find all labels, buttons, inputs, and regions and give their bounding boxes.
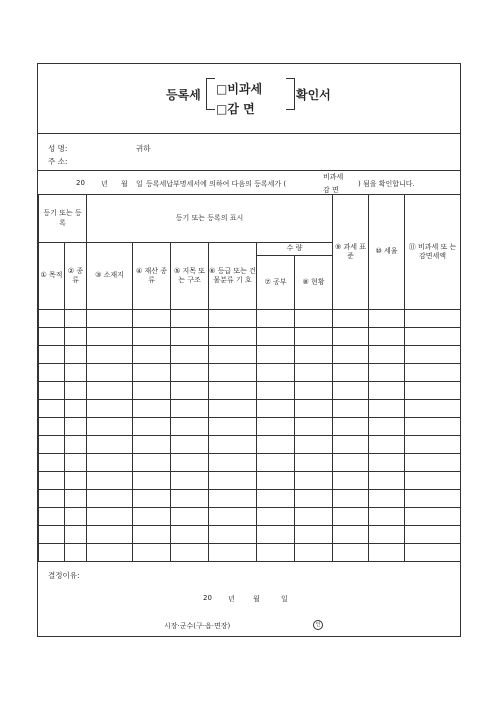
table-cell[interactable]: [257, 328, 295, 346]
table-cell[interactable]: [133, 400, 171, 418]
table-cell[interactable]: [333, 544, 369, 562]
table-cell[interactable]: [87, 418, 133, 436]
table-cell[interactable]: [87, 508, 133, 526]
table-cell[interactable]: [171, 400, 209, 418]
table-cell[interactable]: [369, 346, 405, 364]
table-cell[interactable]: [87, 382, 133, 400]
table-cell[interactable]: [333, 418, 369, 436]
table-cell[interactable]: [87, 526, 133, 544]
table-cell[interactable]: [295, 346, 333, 364]
table-cell[interactable]: [369, 472, 405, 490]
table-cell[interactable]: [369, 364, 405, 382]
table-cell[interactable]: [405, 328, 461, 346]
table-cell[interactable]: [405, 472, 461, 490]
table-row: [39, 346, 461, 364]
header-purpose: ① 목적: [39, 243, 65, 310]
table-cell[interactable]: [39, 346, 65, 364]
table-cell[interactable]: [295, 526, 333, 544]
left-bracket: [206, 78, 215, 110]
table-cell[interactable]: [65, 436, 87, 454]
table-cell[interactable]: [39, 400, 65, 418]
table-cell[interactable]: [133, 526, 171, 544]
table-cell[interactable]: [39, 364, 65, 382]
table-cell[interactable]: [209, 508, 257, 526]
table-cell[interactable]: [65, 526, 87, 544]
table-row: [39, 328, 461, 346]
honorific-label: 귀하: [136, 144, 151, 153]
table-cell[interactable]: [257, 472, 295, 490]
table-row: [39, 382, 461, 400]
table-cell[interactable]: [405, 490, 461, 508]
table-cell[interactable]: [257, 508, 295, 526]
table-cell[interactable]: [171, 472, 209, 490]
table-cell[interactable]: [333, 364, 369, 382]
table-cell[interactable]: [39, 418, 65, 436]
title-option-reduce: □감 면: [216, 102, 255, 116]
signer-label: 시장·군수(구·읍·면장): [164, 622, 231, 630]
table-cell[interactable]: [209, 472, 257, 490]
divider-top: [38, 133, 460, 134]
seal-icon: 인: [313, 620, 323, 630]
table-cell[interactable]: [65, 508, 87, 526]
header-exempt-amount: ⑪ 비과세 또 는 감면세액: [405, 195, 461, 310]
statement-year-label: 년: [101, 180, 108, 188]
table-cell[interactable]: [171, 526, 209, 544]
header-location: ③ 소재지: [87, 243, 133, 310]
table-cell[interactable]: [65, 328, 87, 346]
table-cell[interactable]: [133, 508, 171, 526]
table-cell[interactable]: [405, 400, 461, 418]
statement-option-bottom: 감 면: [323, 186, 339, 194]
table-cell[interactable]: [295, 472, 333, 490]
table-cell[interactable]: [209, 310, 257, 328]
table-cell[interactable]: [295, 490, 333, 508]
table-cell[interactable]: [295, 454, 333, 472]
table-cell[interactable]: [333, 400, 369, 418]
table-cell[interactable]: [295, 328, 333, 346]
table-cell[interactable]: [257, 400, 295, 418]
name-label: 성 명:: [48, 144, 68, 153]
table-cell[interactable]: [39, 454, 65, 472]
table-cell[interactable]: [39, 436, 65, 454]
table-cell[interactable]: [333, 472, 369, 490]
table-cell[interactable]: [209, 418, 257, 436]
table-cell[interactable]: [209, 346, 257, 364]
table-cell[interactable]: [257, 418, 295, 436]
table-cell[interactable]: [333, 508, 369, 526]
table-cell[interactable]: [39, 382, 65, 400]
table-cell[interactable]: [405, 526, 461, 544]
table-cell[interactable]: [171, 346, 209, 364]
table-row: [39, 310, 461, 328]
table-cell[interactable]: [65, 454, 87, 472]
table-cell[interactable]: [295, 382, 333, 400]
header-property-type: ④ 재산 종류: [133, 243, 171, 310]
table-cell[interactable]: [405, 364, 461, 382]
table-cell[interactable]: [369, 400, 405, 418]
right-bracket: [286, 78, 295, 110]
table-cell[interactable]: [171, 364, 209, 382]
table-cell[interactable]: [133, 346, 171, 364]
table-cell[interactable]: [209, 328, 257, 346]
table-cell[interactable]: [65, 490, 87, 508]
header-land-structure: ⑤ 지목 또는 구조: [171, 243, 209, 310]
table-cell[interactable]: [133, 490, 171, 508]
table-cell[interactable]: [405, 508, 461, 526]
table-cell[interactable]: [209, 526, 257, 544]
header-grade: ⑥ 등급 또는 건물분류 기 호: [209, 243, 257, 310]
table-cell[interactable]: [333, 346, 369, 364]
table-cell[interactable]: [39, 544, 65, 562]
table-row: [39, 526, 461, 544]
table-cell[interactable]: [295, 418, 333, 436]
table-cell[interactable]: [133, 382, 171, 400]
table-cell[interactable]: [65, 544, 87, 562]
table-cell[interactable]: [209, 364, 257, 382]
table-cell[interactable]: [171, 544, 209, 562]
header-official-record: ⑦ 공부: [257, 256, 295, 310]
table-cell[interactable]: [171, 382, 209, 400]
table-cell[interactable]: [209, 454, 257, 472]
table-cell[interactable]: [405, 454, 461, 472]
table-cell[interactable]: [87, 346, 133, 364]
table-cell[interactable]: [333, 328, 369, 346]
table-cell[interactable]: [133, 472, 171, 490]
table-cell[interactable]: [369, 490, 405, 508]
table-cell[interactable]: [257, 436, 295, 454]
table-cell[interactable]: [295, 544, 333, 562]
table-cell[interactable]: [39, 310, 65, 328]
table-cell[interactable]: [133, 544, 171, 562]
table-cell[interactable]: [295, 436, 333, 454]
form-frame: [37, 63, 461, 637]
table-cell[interactable]: [295, 508, 333, 526]
table-cell[interactable]: [209, 400, 257, 418]
table-cell[interactable]: [257, 490, 295, 508]
table-cell[interactable]: [257, 526, 295, 544]
table-cell[interactable]: [87, 436, 133, 454]
table-cell[interactable]: [257, 310, 295, 328]
table-cell[interactable]: [65, 310, 87, 328]
table-cell[interactable]: [171, 454, 209, 472]
table-cell[interactable]: [257, 454, 295, 472]
table-cell[interactable]: [171, 436, 209, 454]
table-cell[interactable]: [209, 544, 257, 562]
seal-mark: [313, 620, 323, 630]
table-row: [39, 490, 461, 508]
table-cell[interactable]: [87, 310, 133, 328]
table-cell[interactable]: [39, 472, 65, 490]
header-quantity: 수 량: [257, 243, 333, 256]
statement-text: 등록세납부명세서에 의하여 다음의 등록세가 (: [146, 180, 287, 188]
table-cell[interactable]: [133, 328, 171, 346]
title-left: 등록세: [166, 88, 201, 102]
table-cell[interactable]: [87, 490, 133, 508]
table-cell[interactable]: [171, 328, 209, 346]
table-cell[interactable]: [369, 544, 405, 562]
table-cell[interactable]: [87, 400, 133, 418]
table-cell[interactable]: [171, 418, 209, 436]
table-cell[interactable]: [133, 310, 171, 328]
footer-year: 20: [203, 594, 212, 602]
table-cell[interactable]: [405, 544, 461, 562]
table-cell[interactable]: [369, 328, 405, 346]
table-row: [39, 472, 461, 490]
table-cell[interactable]: [295, 310, 333, 328]
header-current-status: ⑧ 현황: [295, 256, 333, 310]
table-cell[interactable]: [333, 382, 369, 400]
table-cell[interactable]: [209, 382, 257, 400]
table-cell[interactable]: [39, 508, 65, 526]
table-cell[interactable]: [405, 436, 461, 454]
table-cell[interactable]: [65, 346, 87, 364]
table-cell[interactable]: [87, 472, 133, 490]
table-cell[interactable]: [39, 328, 65, 346]
table-cell[interactable]: [209, 490, 257, 508]
table-cell[interactable]: [133, 436, 171, 454]
reason-label: 결정이유:: [48, 571, 80, 580]
statement-option-top: 비과세: [323, 173, 344, 181]
table-cell[interactable]: [405, 310, 461, 328]
table-cell[interactable]: [65, 364, 87, 382]
table-row: [39, 544, 461, 562]
table-cell[interactable]: [171, 310, 209, 328]
table-cell[interactable]: [369, 418, 405, 436]
table-cell[interactable]: [369, 310, 405, 328]
table-cell[interactable]: [257, 346, 295, 364]
footer-month-label: 월: [253, 595, 260, 603]
register-table: [38, 194, 461, 562]
table-cell[interactable]: [171, 490, 209, 508]
address-label: 주 소:: [48, 157, 68, 166]
table-cell[interactable]: [333, 436, 369, 454]
footer-year-label: 년: [228, 595, 235, 603]
table-cell[interactable]: [333, 526, 369, 544]
table-cell[interactable]: [257, 544, 295, 562]
table-cell[interactable]: [257, 364, 295, 382]
table-cell[interactable]: [65, 472, 87, 490]
table-cell[interactable]: [369, 526, 405, 544]
table-row: [39, 364, 461, 382]
table-cell[interactable]: [87, 454, 133, 472]
table-cell[interactable]: [369, 436, 405, 454]
table-cell[interactable]: [295, 400, 333, 418]
header-tax-rate: ⑩ 세율: [369, 195, 405, 310]
table-cell[interactable]: [65, 382, 87, 400]
header-type: ② 종류: [65, 243, 87, 310]
statement-day-label: 일: [136, 180, 143, 188]
table-cell[interactable]: [333, 490, 369, 508]
table-cell[interactable]: [405, 346, 461, 364]
table-cell[interactable]: [87, 364, 133, 382]
table-cell[interactable]: [369, 382, 405, 400]
table-cell[interactable]: [87, 328, 133, 346]
table-cell[interactable]: [65, 400, 87, 418]
table-cell[interactable]: [209, 436, 257, 454]
statement-month-label: 월: [121, 180, 128, 188]
table-cell[interactable]: [87, 544, 133, 562]
table-cell[interactable]: [295, 364, 333, 382]
table-cell[interactable]: [333, 310, 369, 328]
table-row: [39, 508, 461, 526]
divider-middle: [38, 170, 460, 171]
table-cell[interactable]: [405, 382, 461, 400]
table-cell[interactable]: [65, 418, 87, 436]
table-cell[interactable]: [171, 508, 209, 526]
header-register: 등기 또는 등 록: [39, 195, 87, 243]
title-right: 확인서: [296, 88, 331, 102]
statement-suffix: ) 됨을 확인합니다.: [358, 180, 415, 188]
table-row: [39, 400, 461, 418]
table-row: [39, 418, 461, 436]
title-option-exempt: □비과세: [216, 82, 263, 96]
header-tax-base: ⑨ 과세 표준: [333, 195, 369, 310]
footer-day-label: 일: [281, 595, 288, 603]
table-cell[interactable]: [133, 418, 171, 436]
header-display: 등기 또는 등록의 표시: [87, 195, 333, 243]
table-cell[interactable]: [369, 508, 405, 526]
table-cell[interactable]: [39, 490, 65, 508]
table-cell[interactable]: [39, 526, 65, 544]
table-cell[interactable]: [333, 454, 369, 472]
table-cell[interactable]: [133, 454, 171, 472]
table-row: [39, 454, 461, 472]
statement-year: 20: [76, 179, 85, 187]
table-cell[interactable]: [369, 454, 405, 472]
table-cell[interactable]: [257, 382, 295, 400]
table-cell[interactable]: [133, 364, 171, 382]
table-cell[interactable]: [405, 418, 461, 436]
table-row: [39, 436, 461, 454]
